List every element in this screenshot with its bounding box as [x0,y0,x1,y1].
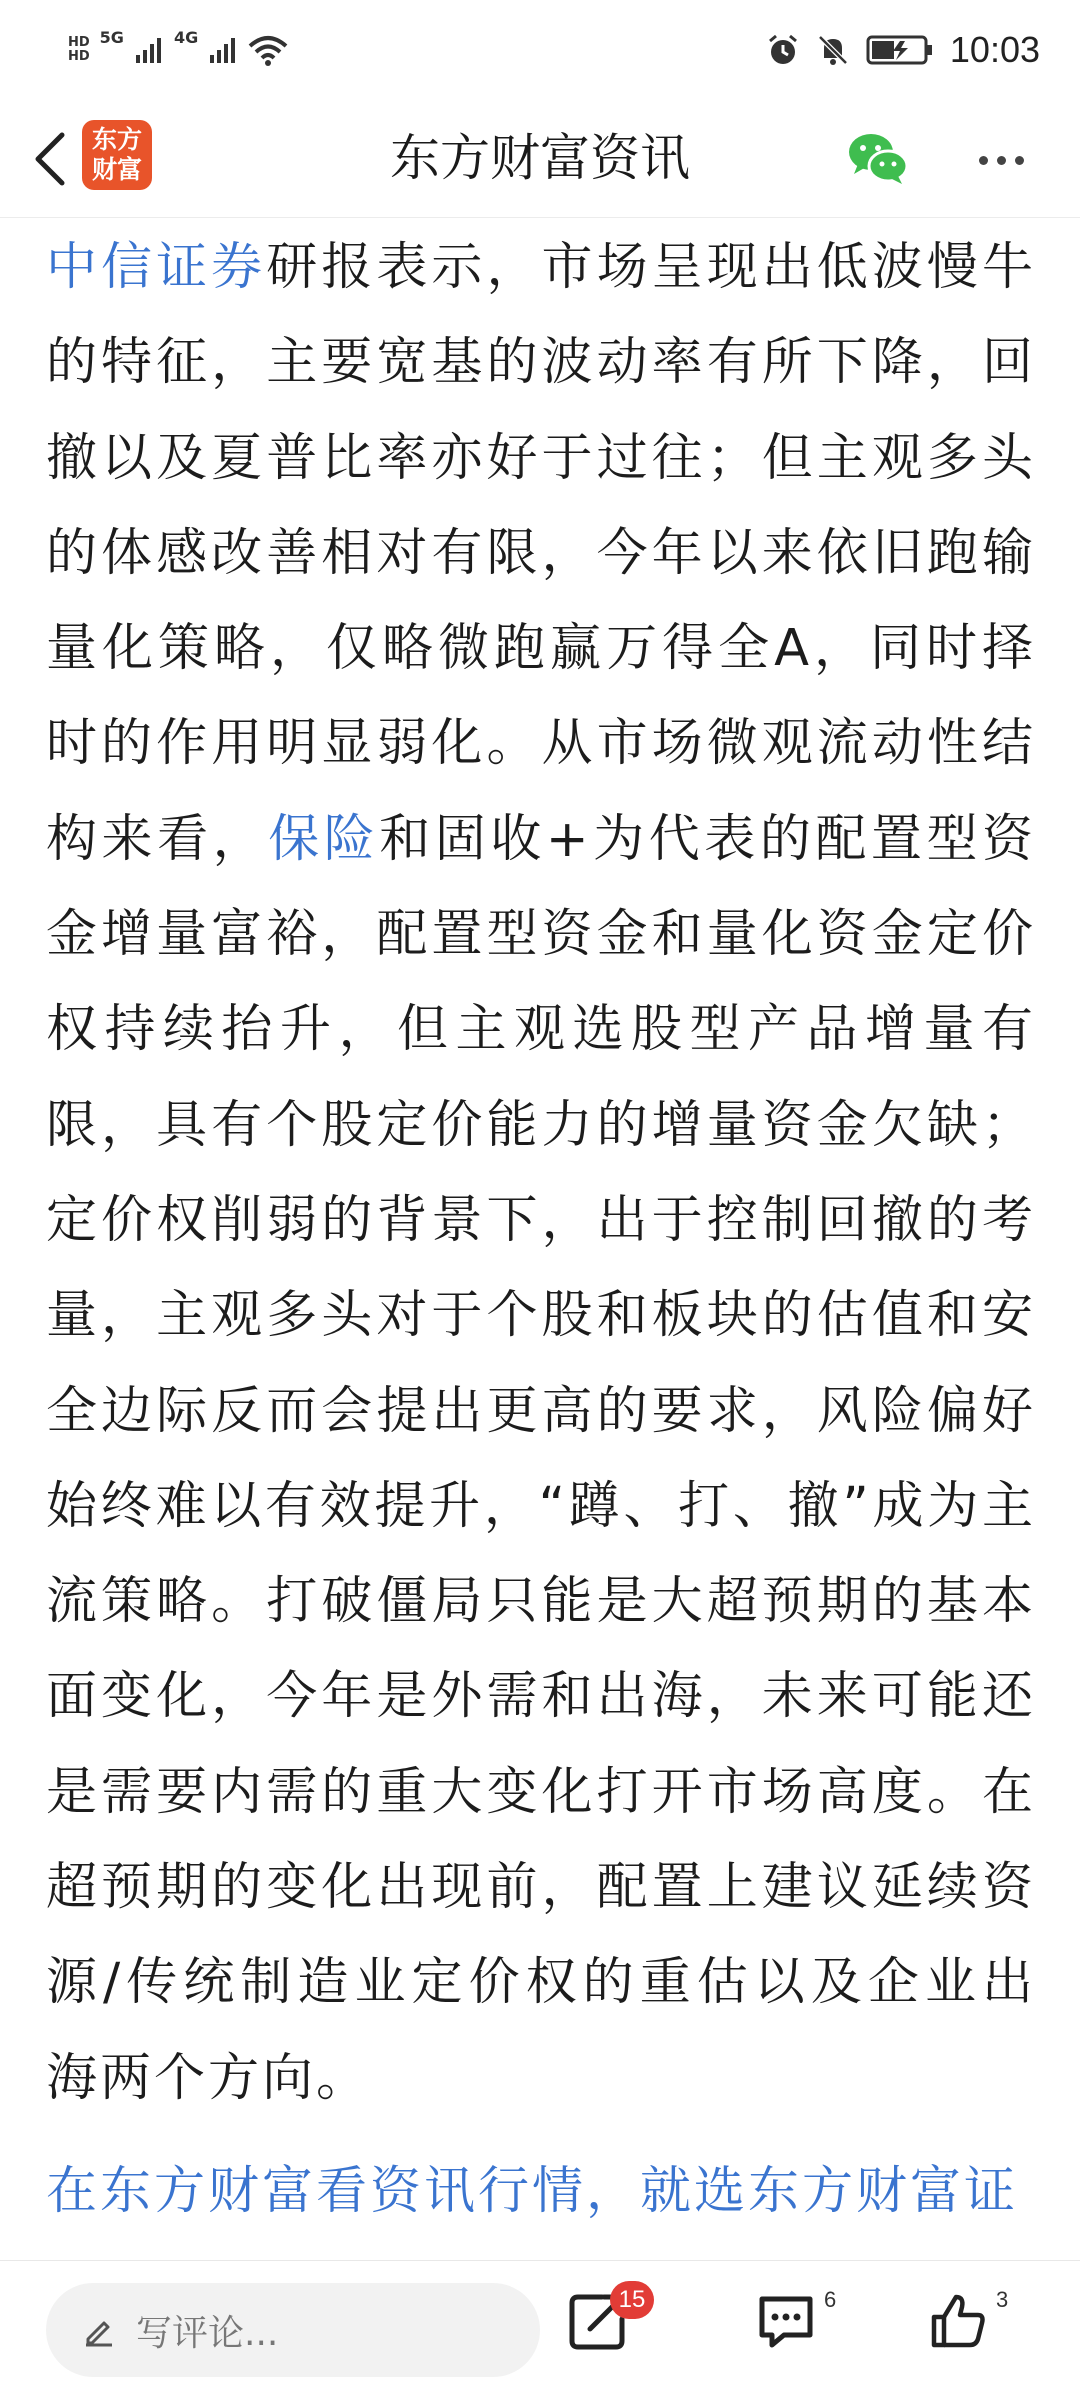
signal-icon [134,35,164,65]
app-header [0,100,1080,218]
logo-line-1: 东方 [91,125,142,154]
citic-securities-link[interactable]: 中信证券 [46,238,267,297]
alarm-icon [766,33,800,67]
bottom-action-bar [0,2260,1080,2400]
more-dot-icon [1015,156,1024,165]
page-title: 东方财富资讯 [390,129,690,187]
thumbs-up-icon [926,2289,990,2353]
comment-bubble-icon [754,2289,818,2353]
hd-label-2: HD [68,49,90,64]
comments-button[interactable] [754,2287,837,2369]
status-left [68,28,288,72]
article-body [46,220,1036,2260]
comment-count: 6 [824,2287,837,2312]
signal-icon-2 [208,35,238,65]
more-dot-icon [997,156,1006,165]
article-paragraph [46,220,1036,2126]
status-right [766,26,1040,74]
share-button[interactable] [566,2286,646,2369]
wifi-icon [248,34,288,66]
mute-bell-icon [816,33,850,67]
like-button[interactable] [926,2287,1009,2369]
battery-icon [866,33,934,67]
network-5g-label: 5G [99,28,124,47]
promo-link[interactable]: 在东方财富看资讯行情，就选东方财富证 [46,2161,1019,2221]
more-options-button[interactable] [966,130,1036,190]
clock-time: 10:03 [949,29,1040,70]
hd-indicators [68,36,90,64]
article-text-2: 和固收+为代表的配置型资金增量富裕，配置型资金和量化资金定价权持续抬升，但主观选股型产品增量有限，具有个股定价能力的增量资金欠缺；定价权削弱的背景下，出于控制回撤的考量，主观多头对于个股和板块的估值和安全边际反而会提出更高的要求，风险偏好始终难以有效提升，“蹲、打、撤”成为主流策略。打破僵局只能是大超预期的基本面变化，今年是外需和出海，未来可能还是需要内需的重大变化打开市场高度。在超预期的变化出现前，配置上建议延续资源/传统制造业定价权的重估以及企业出海两个方向。 [46,809,1036,2108]
wechat-icon [846,126,910,190]
insurance-link[interactable]: 保险 [268,809,380,869]
share-count-badge: 15 [610,2281,654,2319]
pencil-icon [82,2313,116,2347]
logo-line-2: 财富 [91,155,142,184]
status-bar [0,0,1080,100]
hd-label-1: HD [68,35,90,50]
comment-placeholder: 写评论... [136,2312,279,2354]
article-text-1: 研报表示，市场呈现出低波慢牛的特征，主要宽基的波动率有所下降，回撤以及夏普比率亦好于过往；但主观多头的体感改善相对有限，今年以来依旧跑输量化策略，仅略微跑赢万得全A，同时择时的作用明显弱化。从市场微观流动性结构来看， [46,238,1036,869]
comment-input[interactable] [46,2283,540,2377]
more-dot-icon [979,156,988,165]
wechat-share-button[interactable] [846,126,910,190]
like-count: 3 [996,2287,1009,2312]
network-4g-label: 4G [173,28,199,47]
